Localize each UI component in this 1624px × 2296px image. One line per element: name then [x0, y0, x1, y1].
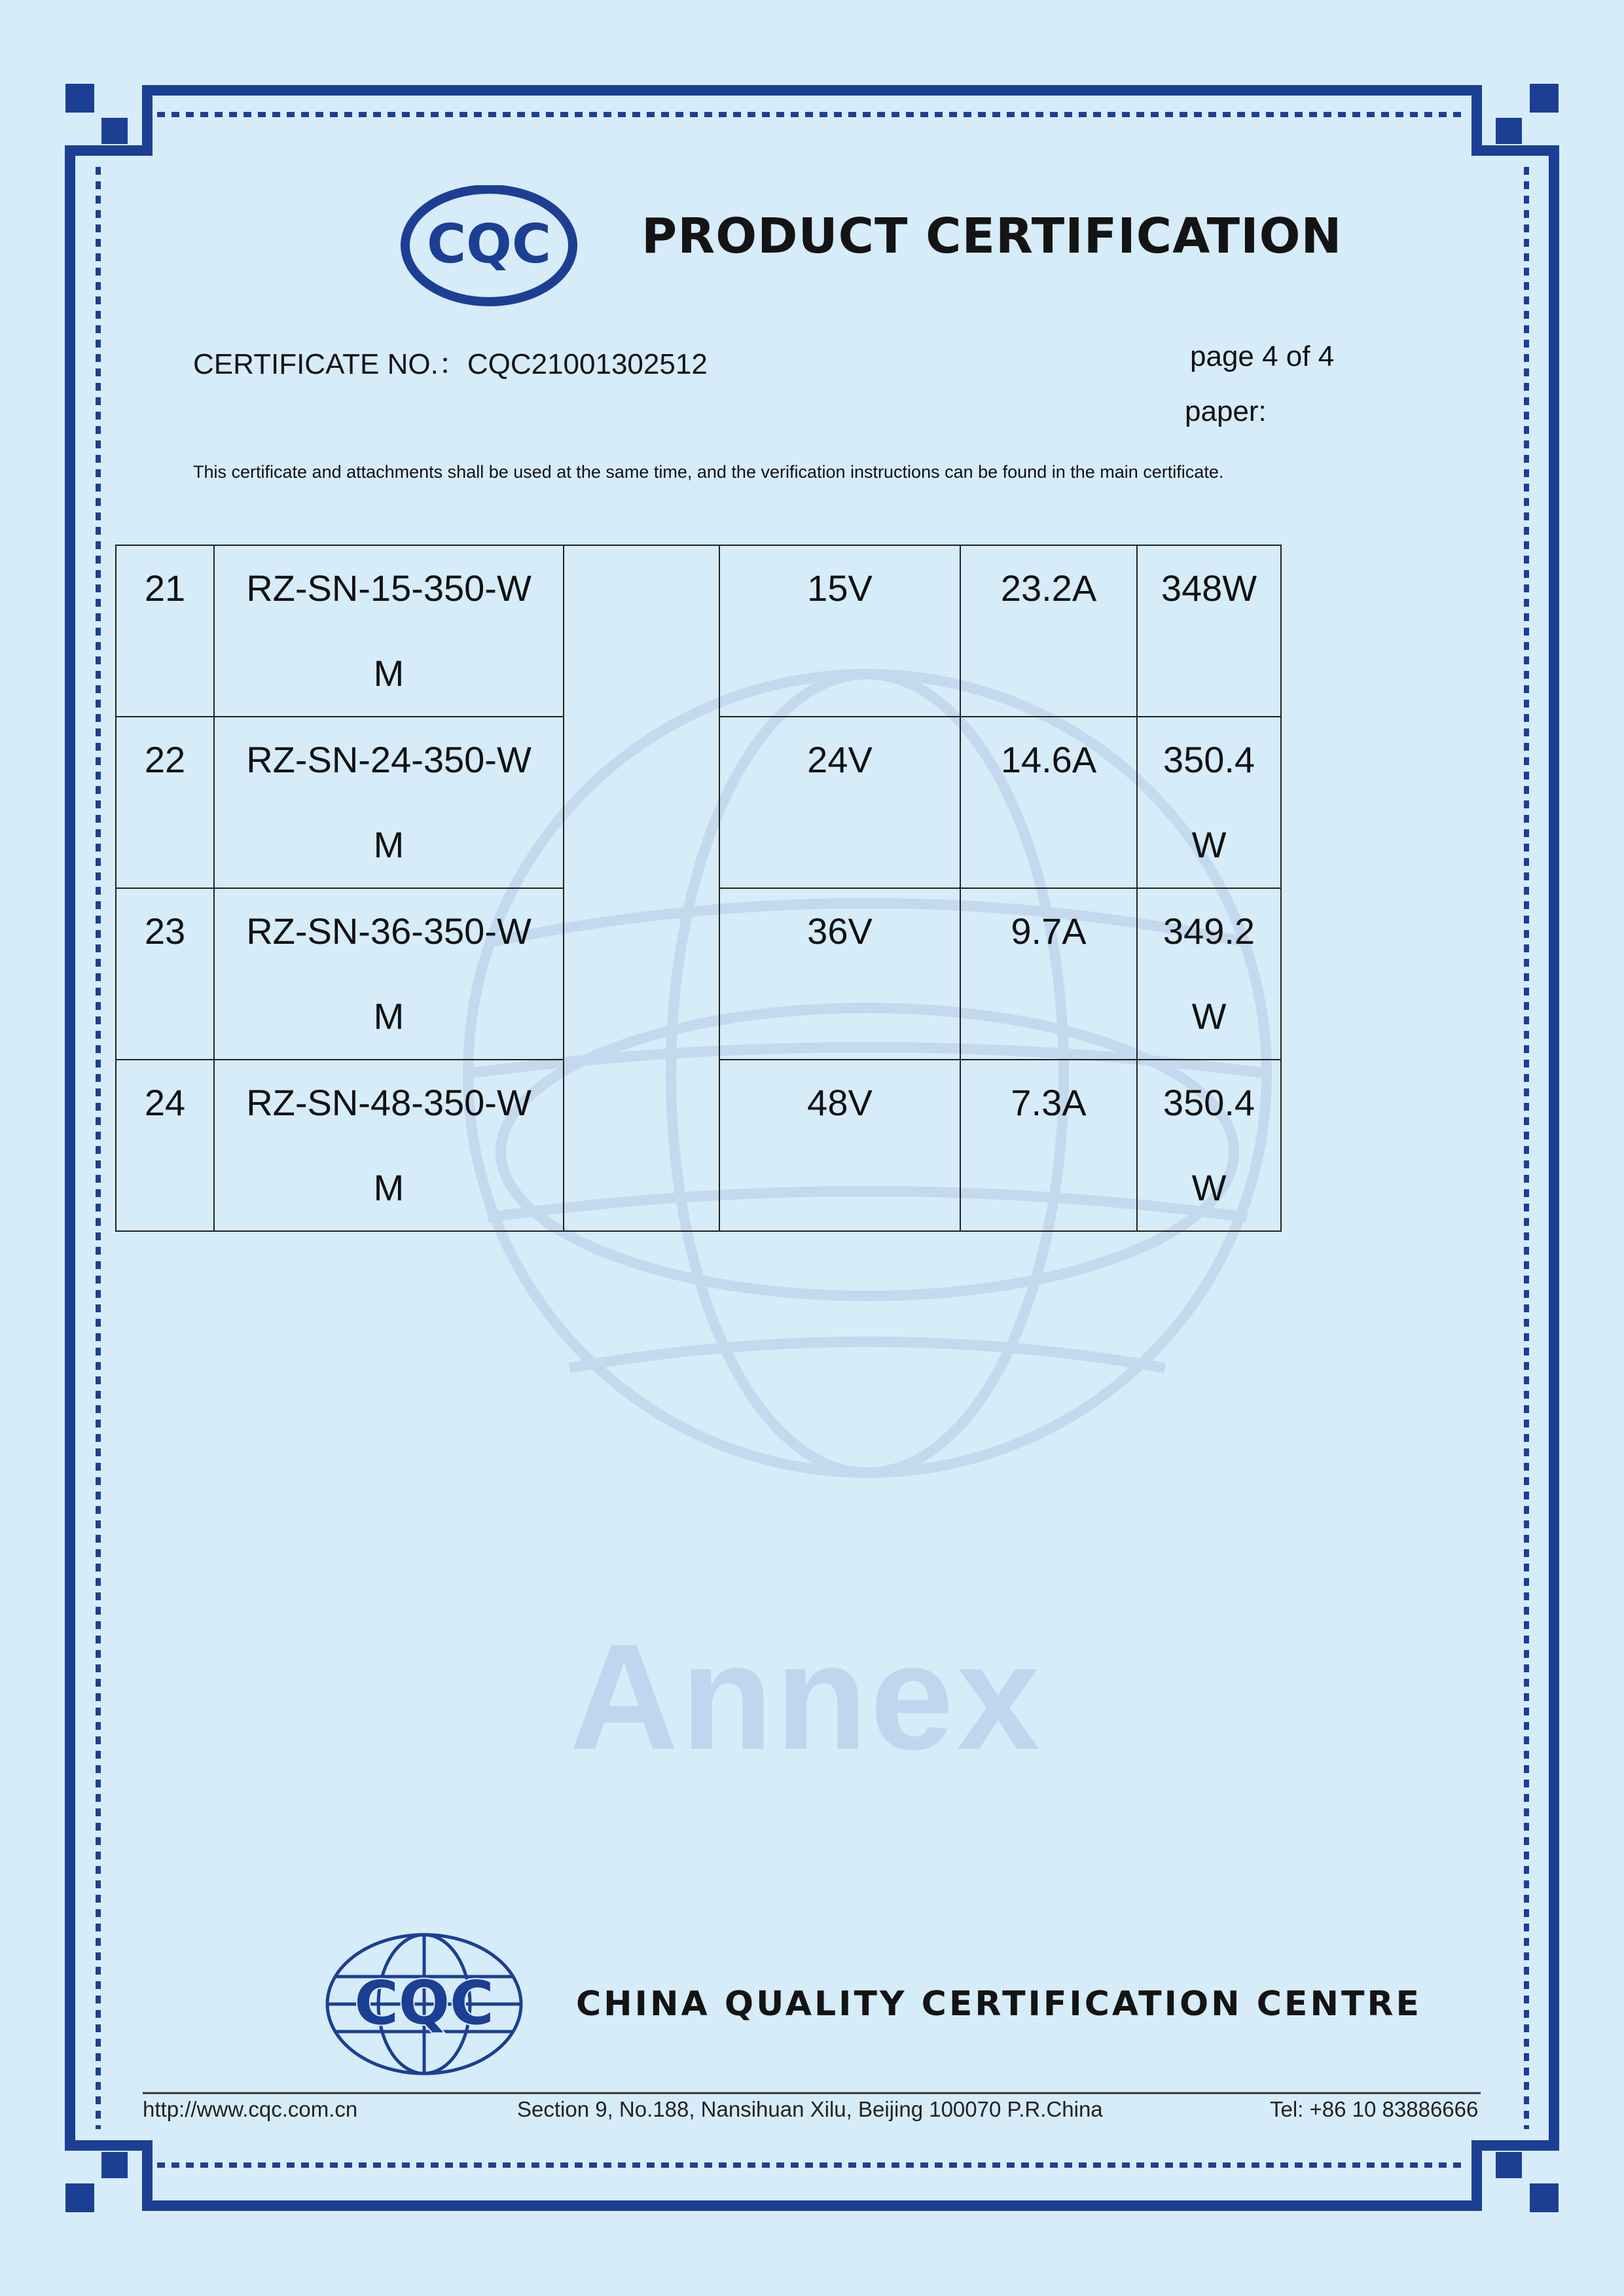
model-cell: RZ-SN-15-350-W M: [214, 545, 564, 717]
header-logo-text: CQC: [426, 213, 552, 276]
voltage-cell: 24V: [719, 717, 960, 888]
blank-cell: [564, 545, 719, 1231]
current-cell: 7.3A: [960, 1060, 1137, 1231]
power-cell: 350.4 W: [1137, 1060, 1281, 1231]
models-table: [115, 545, 1282, 1232]
current-cell: 9.7A: [960, 888, 1137, 1060]
page-indicator: page 4 of 4: [1190, 340, 1335, 372]
row-number: 23: [116, 888, 214, 1060]
organization-name: CHINA QUALITY CERTIFICATION CENTRE: [576, 1984, 1422, 2024]
voltage-cell: 48V: [719, 1060, 960, 1231]
paper-label: paper:: [1185, 395, 1267, 427]
row-number: 24: [116, 1060, 214, 1231]
row-number: 22: [116, 717, 214, 888]
power-cell: 349.2 W: [1137, 888, 1281, 1060]
power-cell: 348W: [1137, 545, 1281, 717]
current-cell: 23.2A: [960, 545, 1137, 717]
annex-watermark: Annex: [569, 1613, 1043, 1781]
usage-note: This certificate and attachments shall be used at the same time, and the verification instructions can be found in the main certificate.: [193, 462, 1224, 482]
page-title: PRODUCT CERTIFICATION: [641, 208, 1343, 264]
cqc-globe-logo-icon: [322, 1931, 526, 2078]
address-text: Section 9, No.188, Nansihuan Xilu, Beijing 100070 P.R.China: [517, 2097, 1103, 2121]
model-cell: RZ-SN-48-350-W M: [214, 1060, 564, 1231]
voltage-cell: 36V: [719, 888, 960, 1060]
row-number: 21: [116, 545, 214, 717]
current-cell: 14.6A: [960, 717, 1137, 888]
certificate-number: CERTIFICATE NO.：CQC21001302512: [193, 348, 708, 380]
footer-logo-text: CQC: [354, 1968, 494, 2038]
cqc-logo-icon: [399, 185, 579, 306]
model-cell: RZ-SN-36-350-W M: [214, 888, 564, 1060]
voltage-cell: 15V: [719, 545, 960, 717]
table-row: [116, 545, 1281, 717]
telephone-text: Tel: +86 10 83886666: [1270, 2097, 1479, 2121]
website-link[interactable]: http://www.cqc.com.cn: [143, 2097, 358, 2121]
power-cell: 350.4 W: [1137, 717, 1281, 888]
model-cell: RZ-SN-24-350-W M: [214, 717, 564, 888]
